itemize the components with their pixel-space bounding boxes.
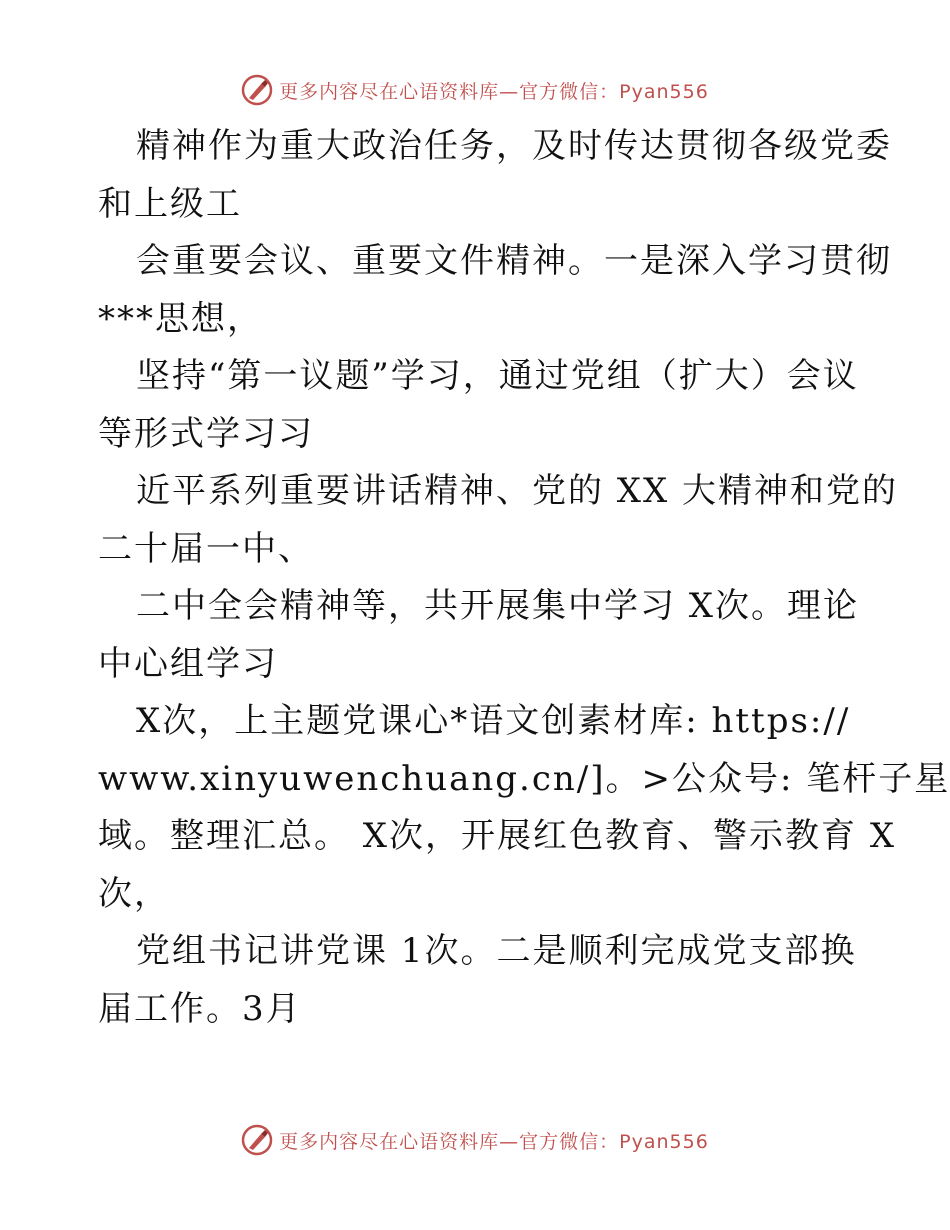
body-line: 和上级工 bbox=[98, 183, 242, 224]
body-line: 中心组学习 bbox=[98, 643, 278, 684]
body-line: 近平系列重要讲话精神、党的 XX 大精神和党的 bbox=[136, 471, 899, 511]
body-line: 届工作。3月 bbox=[98, 988, 302, 1029]
header-watermark-banner bbox=[0, 70, 950, 110]
body-line: ***思想， bbox=[98, 298, 263, 339]
body-line: X次，上主题党课心*语文创素材库: https:// bbox=[136, 701, 851, 741]
body-line: 坚持“第一议题”学习，通过党组（扩大）会议 bbox=[136, 356, 859, 396]
body-line: www.xinyuwenchuang.cn/]。>公众号: 笔杆子星 bbox=[98, 758, 950, 799]
body-line: 会重要会议、重要文件精神。一是深入学习贯彻 bbox=[136, 241, 892, 281]
body-line: 二中全会精神等，共开展集中学习 X次。理论 bbox=[136, 586, 860, 626]
body-line: 等形式学习习 bbox=[98, 413, 314, 454]
body-line: 次， bbox=[98, 873, 170, 914]
pen-logo-icon bbox=[241, 74, 273, 106]
body-line: 二十届一中、 bbox=[98, 528, 314, 569]
body-line: 精神作为重大政治任务，及时传达贯彻各级党委 bbox=[136, 126, 892, 166]
pen-logo-icon bbox=[241, 1124, 273, 1156]
body-line: 党组书记讲党课 1次。二是顺利完成党支部换 bbox=[136, 931, 857, 971]
footer-watermark-banner bbox=[0, 1120, 950, 1160]
header-watermark-text: 更多内容尽在心语资料库—官方微信：Pyan556 bbox=[279, 80, 709, 103]
footer-watermark-text: 更多内容尽在心语资料库—官方微信：Pyan556 bbox=[279, 1130, 709, 1153]
document-body bbox=[98, 118, 950, 1038]
body-line: 域。整理汇总。 X次，开展红色教育、警示教育 X bbox=[98, 816, 897, 856]
